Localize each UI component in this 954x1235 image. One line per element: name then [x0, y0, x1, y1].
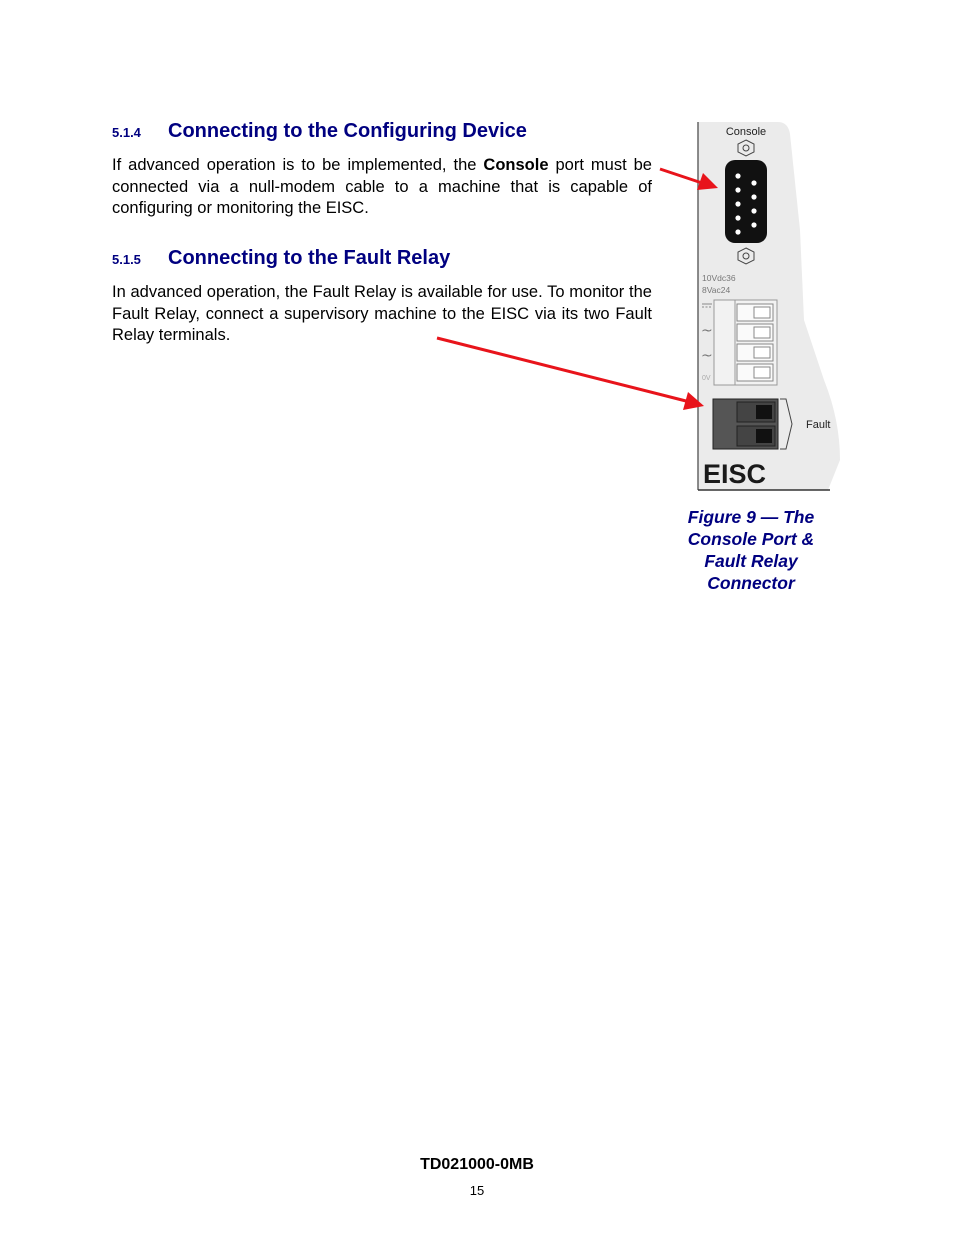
- body-text: port must be connected via a null-modem cable to a machine that is capable of configuring or monitoring the EISC.: [112, 156, 652, 217]
- body-text: If advanced operation is to be implemented, the: [112, 156, 484, 174]
- section-number: 5.1.4: [112, 125, 141, 140]
- zero-volt-label: 0V: [702, 375, 711, 382]
- caption-line: Console Port &: [687, 529, 815, 549]
- eisc-logo: EISC: [703, 459, 767, 489]
- fault-callout-arrow: [437, 338, 686, 401]
- fault-label: Fault: [806, 419, 831, 431]
- section-body-5-1-5: In advanced operation, the Fault Relay is available for use. To monitor the Fault Relay, connect a supervisory machine to the EISC via its two Fault Relay terminals.: [112, 283, 652, 344]
- console-emphasis: Console: [483, 156, 549, 174]
- figure-caption: [668, 506, 834, 594]
- section-body-5-1-4: [112, 155, 652, 220]
- power-terminal-block: [714, 300, 777, 385]
- section-title: Connecting to the Fault Relay: [168, 247, 451, 269]
- caption-line: Figure 9 — The: [687, 507, 815, 527]
- fault-relay-terminal-block: [713, 399, 778, 449]
- section-number: 5.1.5: [112, 252, 141, 267]
- eisc-device-illustration: [690, 120, 850, 495]
- console-port-db9: [725, 160, 767, 243]
- document-id: TD021000-0MB: [420, 1156, 534, 1173]
- caption-line: Connector: [707, 573, 795, 593]
- power-rating-ac: 8Vac24: [702, 285, 731, 295]
- power-rating-dc: 10Vdc36: [702, 273, 736, 283]
- section-heading-5-1-4: [112, 120, 527, 143]
- ac-symbol-icon: ~: [701, 323, 713, 339]
- page-number: 15: [469, 1183, 485, 1198]
- caption-line: Fault Relay: [704, 551, 798, 571]
- ac-symbol-icon: ~: [701, 348, 713, 364]
- section-heading-5-1-5: [112, 247, 450, 270]
- console-label: Console: [725, 126, 767, 138]
- section-title: Connecting to the Configuring Device: [168, 120, 527, 142]
